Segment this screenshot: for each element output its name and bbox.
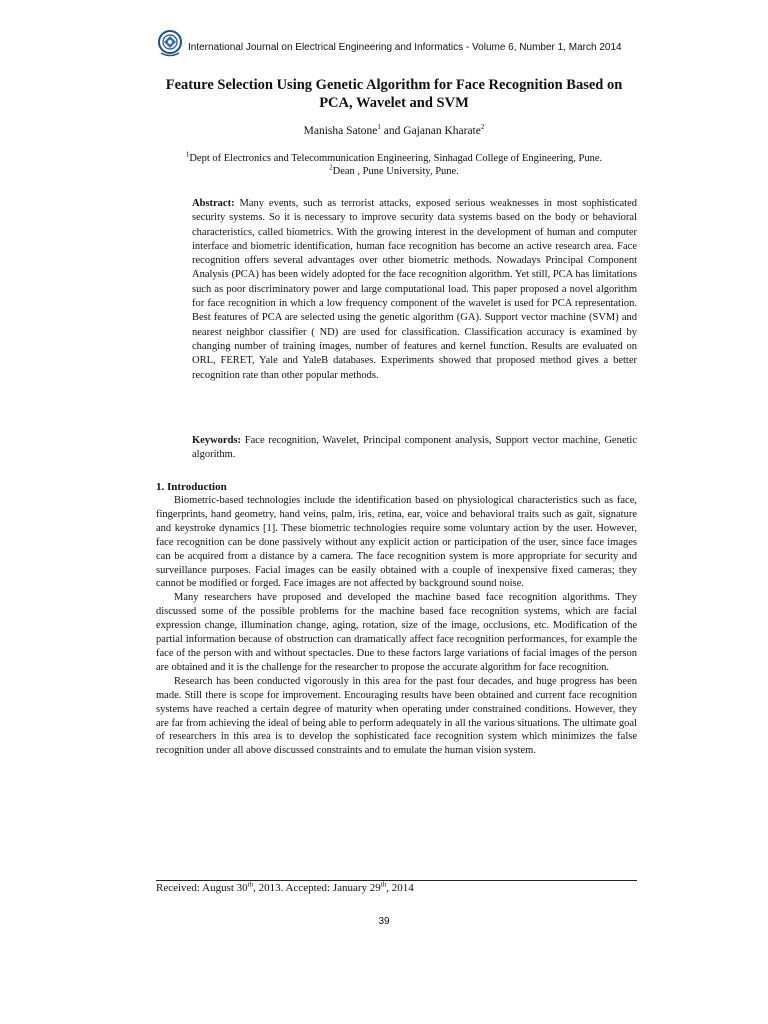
author-name: Manisha Satone (303, 125, 378, 137)
accepted-text: , 2013. Accepted: January 29 (253, 882, 381, 894)
accepted-year: , 2014 (386, 882, 414, 894)
abstract-label: Abstract: (192, 198, 235, 209)
paragraph: Research has been conducted vigorously in this area for the past four decades, and huge progress has been made. Still there is scope for improvement. Encouraging results have been obtained and current face recognition systems have reached a certain degree of maturity when operating under constrained conditions. However, they are far from achieving the ideal of being able to perform adequately in all the various situations. The ultimate goal of researchers in this area is to develop the sophisticated face recognition system which minimizes the false recognition under all above discussed constraints and to emulate the human vision system. (156, 675, 637, 757)
author-name: Gajanan Kharate (403, 125, 481, 137)
journal-header (156, 28, 636, 58)
affiliation-1 (150, 152, 638, 165)
ordinal-suffix: th (247, 880, 254, 889)
keywords-text: Face recognition, Wavelet, Principal component analysis, Support vector machine, Genetic algorithm. (192, 435, 637, 461)
paper-title: Feature Selection Using Genetic Algorithm for Face Recognition Based on PCA, Wavelet and SVM (165, 77, 623, 111)
abstract-text: Many events, such as terrorist attacks, exposed serious weaknesses in most sophisticated security systems. So it is necessary to improve security data systems based on the body or behavioral characteristics, called biometrics. With the growing interest in the development of human and computer interface and biometric identification, human face recognition has become an active research area. Face recognition offers several advantages over other biometric methods. Nowadays Principal Component Analysis (PCA) has been widely adopted for the face recognition algorithm. Yet still, PCA has limitations such as poor discriminatory power and large computational load. This paper proposed a novel algorithm for face recognition in which a low frequency component of the wavelet is used for PCA representation. Best features of PCA are selected using the genetic algorithm (GA). Support vector machine (SVM) and nearest neighbor classifier ( ND) are used for classification. Classification accuracy is examined by changing number of training images, number of features and kernel function. Results are evaluated on ORL, FERET, Yale and YaleB databases. Experiments showed that proposed method gives a better recognition rate than other popular methods. (192, 198, 637, 381)
ordinal-suffix: th (380, 880, 387, 889)
keywords (192, 434, 637, 463)
author-affiliation-mark: 1 (377, 123, 381, 132)
affiliation-text: Dean , Pune University, Pune. (332, 166, 459, 177)
section-heading: 1. Introduction (156, 481, 227, 493)
page-number: 39 (378, 916, 390, 927)
affiliation-mark: 1 (185, 150, 190, 159)
received-dates (156, 881, 414, 895)
section-body (156, 494, 637, 758)
paragraph: Many researchers have proposed and developed the machine based face recognition algorithms. They discussed some of the possible problems for the machine based face recognition systems, which are facial expression change, illumination change, aging, rotation, size of the image, occlusions, etc. Modification of the partial information because of obstruction can dramatically affect face recognition performances, for example the face of the person with and without spectacles. Due to these factors large variations of facial images of the person are obtained and it is the challenge for the researcher to propose the accurate algorithm for face recognition. (156, 592, 637, 673)
abstract (192, 197, 637, 383)
affiliation-text: Dept of Electronics and Telecommunication Engineering, Sinhagad College of Engineering, Pune. (189, 153, 603, 164)
affiliation-mark: 2 (329, 163, 333, 172)
author-connector: and (380, 125, 404, 137)
paragraph: Biometric-based technologies include the identification based on physiological characteristics such as face, fingerprints, hand geometry, hand veins, palm, iris, retina, ear, voice and behavioral traits such as gait, signature and keystroke dynamics [1]. These biometric technologies require some voluntary action by the user. However, face recognition can be done passively without any explicit action or participation of the user, since face images can be acquired from a distance by a camera. The face recognition system is more appropriate for security and surveillance purposes. Facial images can be easily obtained with a couple of inexpensive fixed cameras; they cannot be modified or forged. Face images are not affected by background sound noise. (156, 495, 637, 590)
keywords-label: Keywords: (192, 435, 241, 446)
author-list (150, 124, 638, 139)
journal-name: International Journal on Electrical Engineering and Informatics - Volume 6, Number 1, March 2014 (188, 41, 622, 53)
author-affiliation-mark: 2 (480, 123, 485, 132)
received-text: Received: August 30 (156, 882, 248, 894)
journal-seal-icon (156, 28, 184, 58)
affiliation-2 (150, 165, 638, 178)
affiliations (150, 152, 638, 178)
